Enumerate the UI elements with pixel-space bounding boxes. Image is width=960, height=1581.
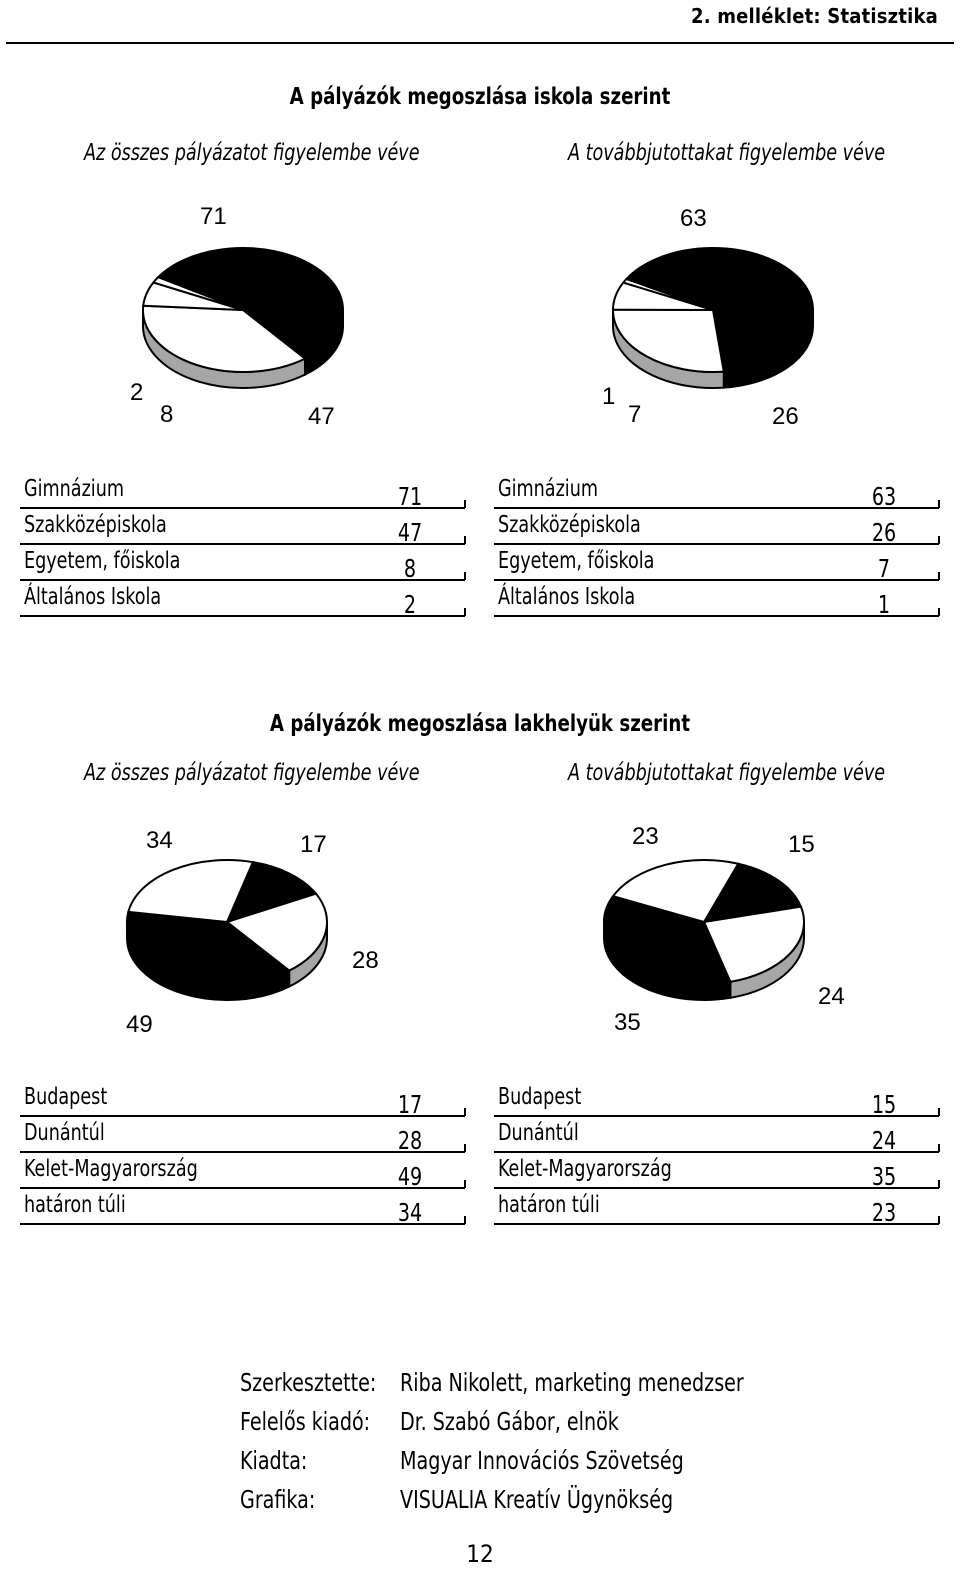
pie-label-school-adv-egyetem: 7	[628, 401, 642, 428]
credit-value: Dr. Szabó Gábor, elnök	[400, 1407, 619, 1436]
pie-label-res-adv-hataron: 23	[632, 823, 659, 850]
legend-row	[20, 1154, 470, 1190]
page-number: 12	[466, 1540, 494, 1568]
school-pies	[0, 180, 960, 440]
pie-chart-residence-all	[127, 860, 327, 1000]
page-header	[0, 0, 960, 44]
pie-label-res-all-budapest: 17	[300, 831, 327, 858]
legend-row	[494, 1082, 944, 1118]
legend-rule	[20, 1187, 368, 1189]
legend-value: 63	[871, 482, 897, 511]
section-2-right-subtitle: A továbbjutottakat figyelembe véve	[568, 760, 886, 786]
legend-label: Általános Iskola	[498, 584, 636, 610]
legend-label: Gimnázium	[24, 476, 124, 502]
pie-label-school-adv-gimnazium: 63	[680, 205, 707, 232]
legend-label: Egyetem, főiskola	[24, 548, 181, 574]
legend-label: Kelet-Magyarország	[498, 1156, 672, 1182]
pie-label-res-adv-dunantul: 24	[818, 983, 845, 1010]
legend-rule-ext	[360, 507, 465, 509]
legend-row	[494, 510, 944, 546]
legend-tick	[938, 500, 940, 508]
legend-school-all	[20, 474, 470, 618]
legend-tick	[464, 1108, 466, 1116]
legend-value: 28	[397, 1126, 423, 1155]
legend-rule	[494, 1151, 842, 1153]
legend-row	[20, 582, 470, 618]
legend-row	[494, 1154, 944, 1190]
legend-rule	[20, 1223, 368, 1225]
legend-tick	[938, 572, 940, 580]
legend-row	[20, 474, 470, 510]
legend-tick	[464, 608, 466, 616]
legend-value: 23	[871, 1198, 897, 1227]
credit-key: Grafika:	[240, 1485, 316, 1514]
legend-rule	[20, 543, 368, 545]
legend-rule	[20, 1151, 368, 1153]
legend-tick	[464, 572, 466, 580]
legend-rule-ext	[834, 579, 939, 581]
legend-tick	[464, 1216, 466, 1224]
legend-label: Szakközépiskola	[498, 512, 641, 538]
legend-residence-advanced	[494, 1082, 944, 1226]
legend-row	[20, 1118, 470, 1154]
legend-rule	[494, 1115, 842, 1117]
credit-key: Szerkesztette:	[240, 1368, 377, 1397]
legend-value: 15	[871, 1090, 897, 1119]
credit-value: Riba Nikolett, marketing menedzser	[400, 1368, 744, 1397]
legend-label: Budapest	[24, 1084, 108, 1110]
legend-school-advanced	[494, 474, 944, 618]
legend-rule-ext	[360, 543, 465, 545]
legend-tick	[938, 1180, 940, 1188]
legend-rule	[494, 543, 842, 545]
section-1-right-subtitle: A továbbjutottakat figyelembe véve	[568, 140, 886, 166]
section-1-left-subtitle: Az összes pályázatot figyelembe véve	[84, 140, 420, 166]
pie-label-res-all-hataron: 34	[146, 827, 173, 854]
legend-rule-ext	[834, 543, 939, 545]
legend-row	[494, 1118, 944, 1154]
legend-rule	[494, 1223, 842, 1225]
pie-slice-szakközépiskola	[613, 310, 724, 372]
residence-pies	[0, 810, 960, 1050]
legend-rule-ext	[834, 507, 939, 509]
pie-label-res-all-dunantul: 28	[352, 947, 379, 974]
credit-key: Kiadta:	[240, 1446, 308, 1475]
legend-tick	[938, 608, 940, 616]
pie-label-res-all-kelet: 49	[126, 1011, 153, 1038]
legend-row	[20, 1082, 470, 1118]
legend-label: Kelet-Magyarország	[24, 1156, 198, 1182]
legend-rule	[494, 579, 842, 581]
legend-row	[494, 1190, 944, 1226]
legend-rule-ext	[834, 615, 939, 617]
pie-chart-school-all	[143, 248, 343, 388]
legend-tick	[938, 1216, 940, 1224]
legend-label: határon túli	[498, 1192, 600, 1218]
legend-value: 49	[397, 1162, 423, 1191]
pie-chart-residence-advanced	[604, 860, 804, 1000]
legend-row	[20, 1190, 470, 1226]
credit-value: Magyar Innovációs Szövetség	[400, 1446, 684, 1475]
legend-value: 35	[871, 1162, 897, 1191]
pie-label-school-all-szakkozep: 47	[308, 403, 335, 430]
legend-rule-ext	[834, 1223, 939, 1225]
legend-tick	[464, 536, 466, 544]
legend-value: 2	[403, 590, 417, 619]
legend-rule-ext	[834, 1151, 939, 1153]
legend-value: 7	[877, 554, 891, 583]
pie-label-school-all-altalanos: 2	[130, 379, 144, 406]
header-title: 2. melléklet: Statisztika	[690, 4, 938, 28]
section-1-title: A pályázók megoszlása iskola szerint	[289, 84, 671, 110]
legend-rule-ext	[360, 1151, 465, 1153]
credit-value: VISUALIA Kreatív Ügynökség	[400, 1485, 674, 1514]
section-2-title: A pályázók megoszlása lakhelyük szerint	[269, 711, 691, 737]
pie-label-school-all-egyetem: 8	[160, 401, 174, 428]
legend-label: határon túli	[24, 1192, 126, 1218]
legend-tick	[464, 1180, 466, 1188]
legend-rule	[20, 1115, 368, 1117]
legend-label: Egyetem, főiskola	[498, 548, 655, 574]
section-2-left-subtitle: Az összes pályázatot figyelembe véve	[84, 760, 420, 786]
legend-rule-ext	[834, 1187, 939, 1189]
legend-rule-ext	[360, 1223, 465, 1225]
legend-rule	[20, 579, 368, 581]
legend-tick	[938, 1144, 940, 1152]
legend-value: 34	[397, 1198, 423, 1227]
legend-value: 17	[397, 1090, 423, 1119]
legend-value: 26	[871, 518, 897, 547]
legend-value: 8	[403, 554, 417, 583]
legend-row	[494, 582, 944, 618]
legend-tick	[464, 1144, 466, 1152]
legend-row	[20, 510, 470, 546]
legend-label: Általános Iskola	[24, 584, 162, 610]
legend-rule	[494, 1187, 842, 1189]
legend-row	[20, 546, 470, 582]
legend-rule	[494, 615, 842, 617]
legend-value: 71	[397, 482, 423, 511]
legend-label: Budapest	[498, 1084, 582, 1110]
legend-value: 24	[871, 1126, 897, 1155]
pie-label-school-all-gimnazium: 71	[200, 203, 227, 230]
legend-rule-ext	[360, 1115, 465, 1117]
pie-label-school-adv-altalanos: 1	[602, 383, 616, 410]
pie-label-res-adv-budapest: 15	[788, 831, 815, 858]
header-rule	[6, 42, 954, 44]
pie-label-school-adv-szakkozep: 26	[772, 403, 799, 430]
legend-rule-ext	[834, 1115, 939, 1117]
legend-rule-ext	[360, 615, 465, 617]
legend-tick	[464, 500, 466, 508]
legend-tick	[938, 536, 940, 544]
legend-rule-ext	[360, 579, 465, 581]
legend-rule	[494, 507, 842, 509]
legend-value: 1	[877, 590, 891, 619]
legend-label: Szakközépiskola	[24, 512, 167, 538]
pie-chart-school-advanced	[613, 248, 813, 388]
legend-rule	[20, 507, 368, 509]
legend-rule-ext	[360, 1187, 465, 1189]
legend-value: 47	[397, 518, 423, 547]
legend-row	[494, 546, 944, 582]
legend-residence-all	[20, 1082, 470, 1226]
legend-label: Dunántúl	[24, 1120, 105, 1146]
legend-tick	[938, 1108, 940, 1116]
legend-label: Gimnázium	[498, 476, 598, 502]
legend-row	[494, 474, 944, 510]
legend-label: Dunántúl	[498, 1120, 579, 1146]
pie-label-res-adv-kelet: 35	[614, 1009, 641, 1036]
credit-key: Felelős kiadó:	[240, 1407, 371, 1436]
legend-rule	[20, 615, 368, 617]
